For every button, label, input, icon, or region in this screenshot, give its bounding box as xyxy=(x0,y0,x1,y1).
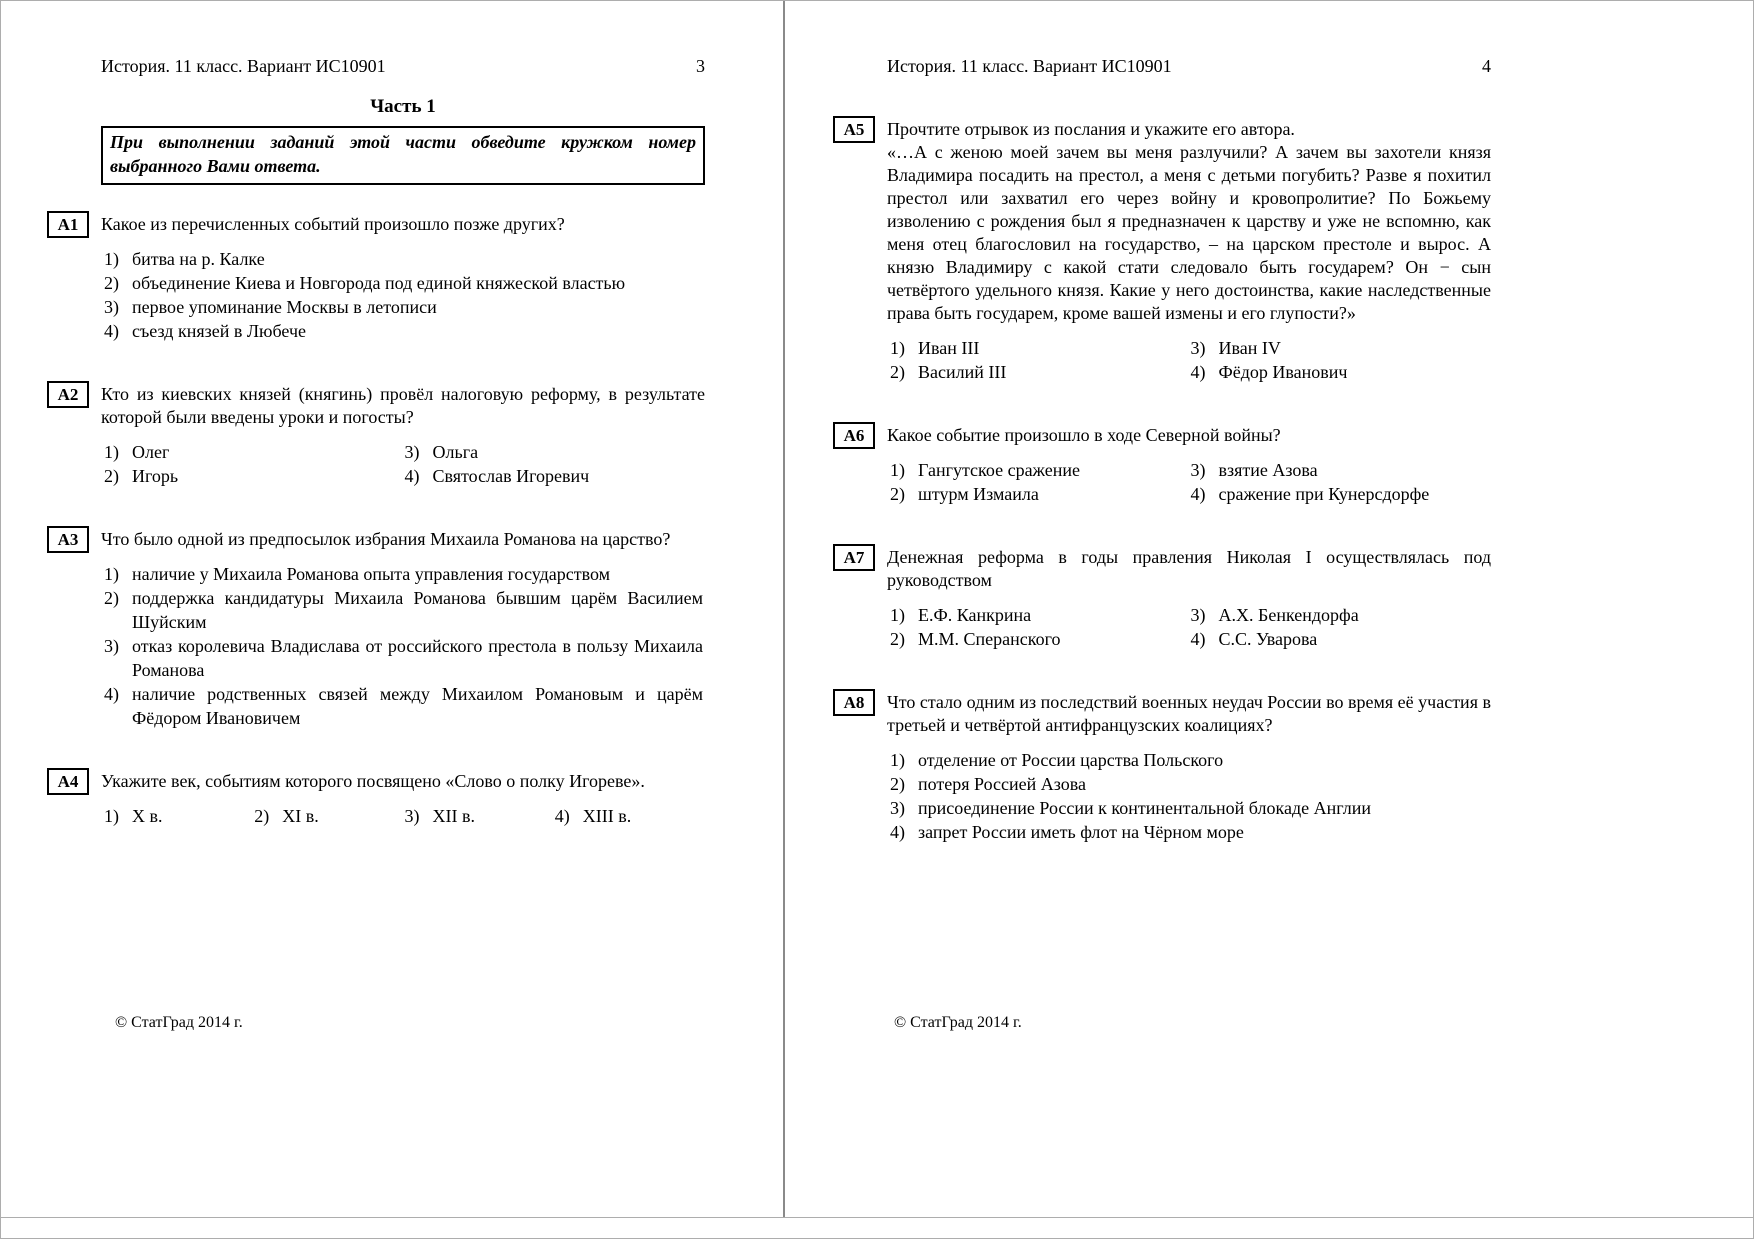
option-text: Василий III xyxy=(918,362,1007,382)
option-text: Святослав Игоревич xyxy=(432,466,590,486)
page-number: 4 xyxy=(1482,56,1491,76)
question-А7 xyxy=(843,546,1491,651)
answer-option xyxy=(104,464,405,488)
bottom-rule xyxy=(1,1217,1753,1218)
question-label: А6 xyxy=(833,422,875,449)
question-А4 xyxy=(57,770,705,828)
option-number: 1) xyxy=(104,249,119,269)
answer-option xyxy=(104,440,405,464)
answer-option xyxy=(890,458,1191,482)
option-text: первое упоминание Москвы в летописи xyxy=(132,297,437,317)
header-title: История. 11 класс. Вариант ИС10901 xyxy=(101,56,386,76)
page-divider xyxy=(783,1,785,1218)
answer-option xyxy=(890,772,1491,796)
option-text: отделение от России царства Польского xyxy=(918,750,1224,770)
page-header xyxy=(101,55,705,78)
answer-option xyxy=(890,482,1191,506)
option-number: 2) xyxy=(890,774,905,794)
question-text: Денежная реформа в годы правления Николая I осуществлялась под руководством xyxy=(887,547,1491,590)
question-label: А8 xyxy=(833,689,875,716)
option-text: X в. xyxy=(132,806,163,826)
question-quote: «…А с женою моей зачем вы меня разлучили? А зачем вы захотели князя Владимира посадить на престол, а меня с детьми погубить? Разве я похитил престол или захватил его через войну и кровопролитие? По Божьему изволению с рождения был я предназначен к царству и уже не вспомню, как меня отец благословил на государство, – на царском престоле и вырос. А князю Владимиру с какой стати следовало быть государем? Он − сын четвёртого удельного князя. Какие у него достоинства, какие наследственные права быть государем, кроме вашей измены и его глупости?» xyxy=(887,142,1491,323)
option-text: взятие Азова xyxy=(1218,460,1318,480)
page-footer: © СтатГрад 2014 г. xyxy=(894,1014,1022,1031)
answer-option xyxy=(555,804,705,828)
option-text: битва на р. Калке xyxy=(132,249,265,269)
answer-option xyxy=(104,586,705,634)
option-text: штурм Измаила xyxy=(918,484,1039,504)
option-number: 3) xyxy=(890,798,905,818)
question-text: Что стало одним из последствий военных неудач России во время её участия в третьей и четвёртой антифранцузских коалициях? xyxy=(887,692,1491,735)
answer-option xyxy=(405,464,706,488)
option-number: 2) xyxy=(104,273,119,293)
option-text: Е.Ф. Канкрина xyxy=(918,605,1032,625)
answer-option xyxy=(104,247,705,271)
option-text: наличие у Михаила Романова опыта управления государством xyxy=(132,564,611,584)
answer-option xyxy=(254,804,404,828)
option-number: 4) xyxy=(554,806,570,826)
option-number: 2) xyxy=(890,484,905,504)
question-text: Какое событие произошло в ходе Северной войны? xyxy=(887,425,1281,445)
option-number: 2) xyxy=(254,806,270,826)
option-text: Ольга xyxy=(432,442,479,462)
question-А3 xyxy=(57,528,705,730)
page-footer: © СтатГрад 2014 г. xyxy=(115,1014,243,1031)
page-3 xyxy=(57,55,705,868)
option-text: XIII в. xyxy=(582,806,632,826)
header-title: История. 11 класс. Вариант ИС10901 xyxy=(887,56,1172,76)
answer-options xyxy=(887,336,1491,384)
option-text: объединение Киева и Новгорода под единой княжеской властью xyxy=(132,273,626,293)
page-header xyxy=(887,55,1491,78)
question-А6 xyxy=(843,424,1491,506)
option-number: 3) xyxy=(104,636,119,656)
option-text: Игорь xyxy=(132,466,179,486)
question-text: Что было одной из предпосылок избрания Михаила Романова на царство? xyxy=(101,529,671,549)
option-number: 3) xyxy=(1190,338,1206,358)
option-number: 2) xyxy=(104,466,119,486)
answer-option xyxy=(1191,482,1492,506)
option-text: XI в. xyxy=(282,806,319,826)
option-text: Иван IV xyxy=(1218,338,1281,358)
option-number: 4) xyxy=(1190,484,1206,504)
option-text: сражение при Кунерсдорфе xyxy=(1218,484,1430,504)
answer-option xyxy=(104,562,705,586)
answer-option xyxy=(890,627,1191,651)
option-number: 4) xyxy=(890,822,905,842)
questions-list xyxy=(57,213,705,828)
option-text: присоединение России к континентальной блокаде Англии xyxy=(918,798,1371,818)
option-number: 1) xyxy=(890,460,905,480)
questions-list xyxy=(843,118,1491,844)
answer-option xyxy=(890,603,1191,627)
option-text: Иван III xyxy=(918,338,980,358)
option-number: 4) xyxy=(1190,362,1206,382)
option-text: А.Х. Бенкендорфа xyxy=(1218,605,1359,625)
option-text: Фёдор Иванович xyxy=(1218,362,1348,382)
question-text: Прочтите отрывок из послания и укажите его автора. xyxy=(887,119,1295,139)
option-number: 4) xyxy=(1190,629,1206,649)
option-number: 1) xyxy=(104,564,119,584)
question-label: А2 xyxy=(47,381,89,408)
answer-option xyxy=(1191,360,1492,384)
answer-option xyxy=(1191,627,1492,651)
option-number: 2) xyxy=(890,629,905,649)
answer-option xyxy=(104,295,705,319)
option-number: 3) xyxy=(404,806,420,826)
page-4 xyxy=(843,55,1491,884)
question-label: А1 xyxy=(47,211,89,238)
answer-options xyxy=(887,458,1491,506)
answer-options xyxy=(101,440,705,488)
answer-option xyxy=(1191,603,1492,627)
instruction-box: При выполнении заданий этой части обведите кружком номер выбранного Вами ответа. xyxy=(101,126,705,185)
option-number: 1) xyxy=(890,605,905,625)
option-text: Гангутское сражение xyxy=(918,460,1080,480)
option-number: 2) xyxy=(104,588,119,608)
question-А8 xyxy=(843,691,1491,844)
page-number: 3 xyxy=(696,56,705,76)
option-number: 3) xyxy=(1190,605,1206,625)
answer-options xyxy=(101,562,705,730)
option-number: 4) xyxy=(104,321,119,341)
answer-option xyxy=(104,804,254,828)
question-text: Кто из киевских князей (княгинь) провёл налоговую реформу, в результате которой были введены уроки и погосты? xyxy=(101,384,705,427)
answer-option xyxy=(890,748,1491,772)
question-label: А7 xyxy=(833,544,875,571)
option-number: 2) xyxy=(890,362,905,382)
option-text: поддержка кандидатуры Михаила Романова бывшим царём Василием Шуйским xyxy=(132,588,703,632)
question-label: А4 xyxy=(47,768,89,795)
answer-option xyxy=(890,820,1491,844)
answer-options xyxy=(887,603,1491,651)
answer-option xyxy=(890,360,1191,384)
option-number: 1) xyxy=(104,806,119,826)
option-number: 4) xyxy=(404,466,420,486)
answer-options xyxy=(101,804,705,828)
option-number: 1) xyxy=(890,338,905,358)
question-А5 xyxy=(843,118,1491,384)
answer-option xyxy=(890,336,1191,360)
option-text: отказ королевича Владислава от российского престола в пользу Михаила Романова xyxy=(132,636,703,680)
option-text: М.М. Сперанского xyxy=(918,629,1061,649)
question-А1 xyxy=(57,213,705,343)
option-text: потеря Россией Азова xyxy=(918,774,1087,794)
question-label: А5 xyxy=(833,116,875,143)
option-text: Олег xyxy=(132,442,170,462)
option-text: наличие родственных связей между Михаилом Романовым и царём Фёдором Ивановичем xyxy=(132,684,703,728)
answer-option xyxy=(890,796,1491,820)
option-text: съезд князей в Любече xyxy=(132,321,306,341)
part-title: Часть 1 xyxy=(370,96,436,117)
option-text: запрет России иметь флот на Чёрном море xyxy=(918,822,1244,842)
option-number: 3) xyxy=(404,442,420,462)
answer-option xyxy=(104,319,705,343)
question-text: Укажите век, событиям которого посвящено «Слово о полку Игореве». xyxy=(101,771,645,791)
answer-option xyxy=(1191,336,1492,360)
option-number: 1) xyxy=(104,442,119,462)
answer-option xyxy=(1191,458,1492,482)
option-text: С.С. Уварова xyxy=(1218,629,1318,649)
option-number: 1) xyxy=(890,750,905,770)
option-text: XII в. xyxy=(432,806,475,826)
answer-option xyxy=(405,440,706,464)
answer-option xyxy=(104,271,705,295)
option-number: 3) xyxy=(1190,460,1206,480)
question-text: Какое из перечисленных событий произошло позже других? xyxy=(101,214,565,234)
question-А2 xyxy=(57,383,705,488)
answer-option xyxy=(104,634,705,682)
option-number: 3) xyxy=(104,297,119,317)
option-number: 4) xyxy=(104,684,119,704)
answer-option xyxy=(405,804,555,828)
answer-options xyxy=(101,247,705,343)
answer-options xyxy=(887,748,1491,844)
question-label: А3 xyxy=(47,526,89,553)
answer-option xyxy=(104,682,705,730)
